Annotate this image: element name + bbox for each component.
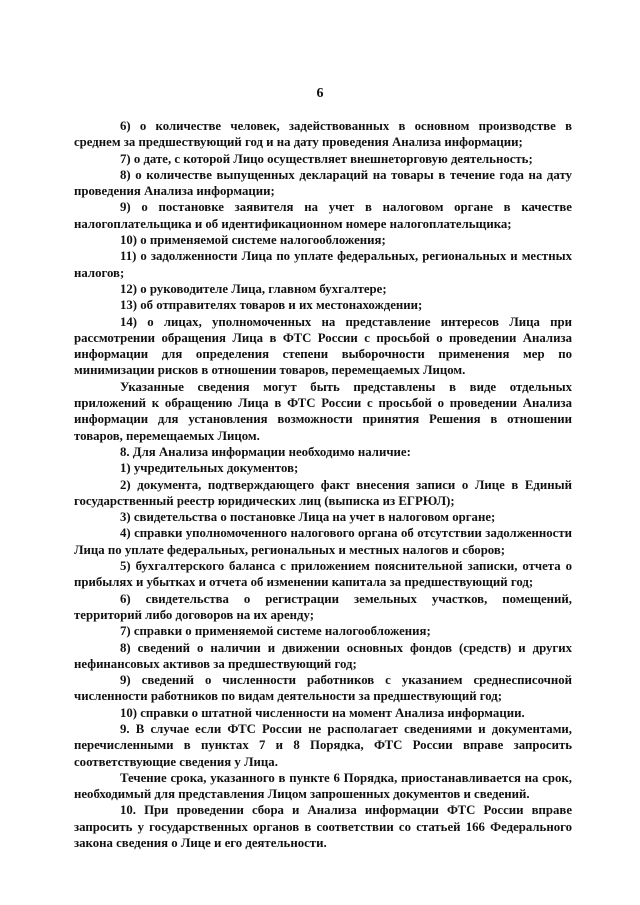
paragraph: 8. Для Анализа информации необходимо наличие: <box>120 444 411 459</box>
paragraph: 7) справки о применяемой системе налогообложения; <box>120 624 431 639</box>
paragraph: 9) о постановке заявителя на учет в налоговом органе в качестве налогоплательщика и об идентификационном номере налогоплательщика; <box>74 200 572 231</box>
paragraph: 8) о количестве выпущенных деклараций на товары в течение года на дату проведения Анализа информации; <box>74 167 572 199</box>
paragraph: 10) о применяемой системе налогообложения; <box>120 233 386 248</box>
paragraph: 9. В случае если ФТС России не располагает сведениями и документами, перечисленными в пунктах 7 и 8 Порядка, ФТС России вправе запросить соответствующие сведения у Лица. <box>74 721 572 769</box>
paragraph: 13) об отправителях товаров и их местонахождении; <box>120 298 423 313</box>
paragraph: 1) учредительных документов; <box>120 461 299 476</box>
paragraph: 10. При проведении сбора и Анализа информации ФТС России вправе запросить у государственных органов в соответствии со статьей 166 Федерального закона сведения о Лице и его деятельности. <box>74 803 572 851</box>
paragraph: 12) о руководителе Лица, главном бухгалтере; <box>120 281 387 296</box>
page-number: 6 <box>316 86 324 101</box>
paragraph: 10) справки о штатной численности на момент Анализа информации. <box>120 705 525 720</box>
document-body <box>74 118 572 851</box>
paragraph: 7) о дате, с которой Лицо осуществляет внешнеторговую деятельность; <box>120 151 533 166</box>
paragraph: 5) бухгалтерского баланса с приложением пояснительной записки, отчета о прибылях и убытках и отчета об изменении капитала за предшествующий год; <box>74 559 572 590</box>
paragraph: Указанные сведения могут быть представлены в виде отдельных приложений к обращению Лица в ФТС России с просьбой о проведении Анализа информации для установления возможности принятия Решения в отношении товаров, перемещаемых Лицом. <box>74 379 572 443</box>
paragraph: 6) свидетельства о регистрации земельных участков, помещений, территорий либо договоров на их аренду; <box>74 591 572 622</box>
paragraph: 4) справки уполномоченного налогового органа об отсутствии задолженности Лица по уплате федеральных, региональных и местных налогов и сборов; <box>74 526 572 557</box>
paragraph: 11) о задолженности Лица по уплате федеральных, региональных и местных налогов; <box>74 249 572 280</box>
paragraph: 6) о количестве человек, задействованных в основном производстве в среднем за предшествующий год и на дату проведения Анализа информации; <box>74 119 572 150</box>
paragraph: Течение срока, указанного в пункте 6 Порядка, приостанавливается на срок, необходимый для представления Лицом запрошенных документов и сведений. <box>74 770 572 802</box>
paragraph: 9) сведений о численности работников с указанием среднесписочной численности работников по видам деятельности за предшествующий год; <box>74 673 572 704</box>
paragraph: 14) о лицах, уполномоченных на представление интересов Лица при рассмотрении обращения Лица в ФТС России с просьбой о проведении Анализа информации для определения степени выборочности применения мер по минимизации рисков в отношении товаров, перемещаемых Лицом. <box>74 314 572 378</box>
paragraph: 2) документа, подтверждающего факт внесения записи о Лице в Единый государственный реестр юридических лиц (выписка из ЕГРЮЛ); <box>74 477 572 508</box>
paragraph: 3) свидетельства о постановке Лица на учет в налоговом органе; <box>120 510 496 525</box>
paragraph: 8) сведений о наличии и движении основных фондов (средств) и других нефинансовых активов за предшествующий год; <box>74 640 572 671</box>
